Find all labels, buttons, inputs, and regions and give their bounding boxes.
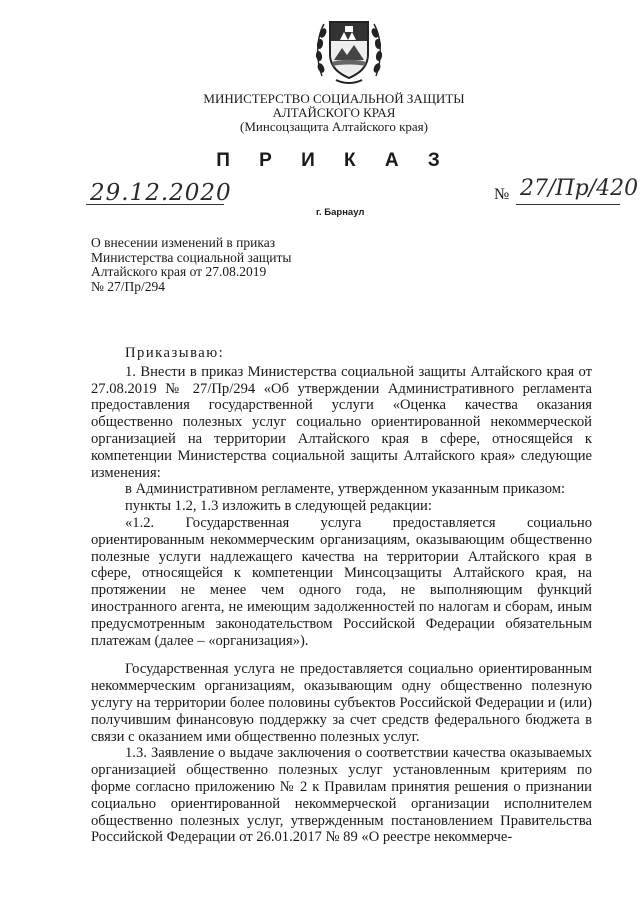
- date-underline: [86, 204, 224, 205]
- coat-of-arms-emblem: [314, 10, 384, 88]
- subject-line: Алтайского края от 27.08.2019: [91, 264, 267, 280]
- order-subject: [91, 236, 327, 294]
- order-word: Приказываю:: [125, 345, 225, 361]
- subject-line: Министерства социальной защиты: [91, 249, 292, 265]
- number-sign: №: [494, 186, 510, 203]
- paragraph-1-2: «1.2. Государственная услуга предоставляется социально ориентированным некоммерческим организациям, оказывающим общественно полезные услуги надлежащего качества на территории Алтайского края в сфере, относящейся к компетенции Минсоцзащиты Алтайского края, на протяжении не менее чем одного года, не выполняющим функций иностранного агента, не имеющим задолженностей по налогам и сборам, иным предусмотренным законодательством Российской Федерации обязательным платежам (далее – «организация»).: [91, 514, 592, 649]
- ministry-name-line2: АЛТАЙСКОГО КРАЯ: [272, 105, 396, 120]
- ministry-short-name: (Минсоцзащита Алтайского края): [240, 119, 428, 134]
- document-title: П Р И К А З: [216, 150, 452, 171]
- ministry-name-line1: МИНИСТЕРСТВО СОЦИАЛЬНОЙ ЗАЩИТЫ: [203, 91, 465, 106]
- subject-line: О внесении изменений в приказ: [91, 235, 276, 250]
- handwritten-date: 29.12.2020: [90, 180, 232, 206]
- paragraph-not-provided: Государственная услуга не предоставляется социально ориентированным некоммерческим организациям, оказывающим одну общественно полезную услугу на территории более половины субъектов Российской Федерации и (или) получившим финансовую поддержку за счет средств федерального бюджета в связи с оказанием ими общественно полезных услуг.: [91, 661, 592, 745]
- handwritten-order-number: 27/Пр/420: [520, 176, 639, 201]
- city-name: г. Барнаул: [316, 207, 365, 218]
- paragraph-item-1: 1. Внести в приказ Министерства социальной защиты Алтайского края от 27.08.2019 № 27/Пр/294 «Об утверждении Административного регламента предоставления государственной услуги «Оценка качества оказания общественно полезных услуг социально ориентированной некоммерческой организацией на территории Алтайского края в сфере, относящейся к компетенции Министерства социальной защиты Алтайского края» следующие изменения:: [91, 363, 592, 481]
- paragraph-points: пункты 1.2, 1.3 изложить в следующей редакции:: [125, 498, 432, 515]
- subject-line: № 27/Пр/294: [91, 278, 166, 294]
- order-body: [91, 345, 592, 846]
- number-underline: [516, 204, 620, 205]
- paragraph-1-3: 1.3. Заявление о выдаче заключения о соответствии качества оказываемых организацией общественно полезных услуг установленным критериям по форме согласно приложению № 2 к Правилам принятия решения о признании социально ориентированной некоммерческой организации исполнителем общественно полезных услуг, утвержденным постановлением Правительства Российской Федерации от 26.01.2017 № 89 «О реестре некоммерче-: [91, 745, 592, 846]
- paragraph-regulation: в Административном регламенте, утвержденном указанным приказом:: [125, 481, 566, 498]
